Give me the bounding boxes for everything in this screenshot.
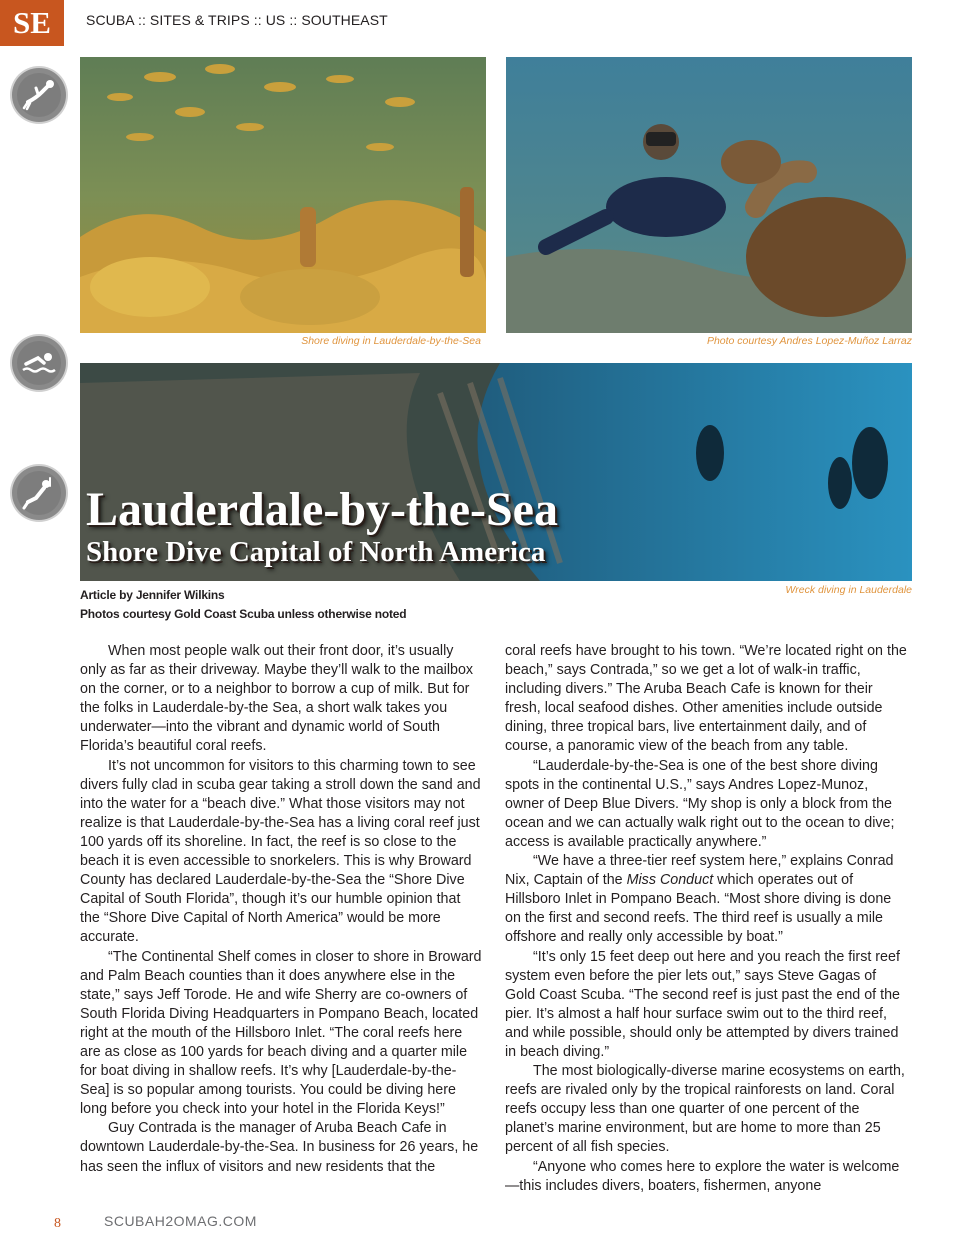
photo-caption-wide: Wreck diving in Lauderdale bbox=[785, 584, 912, 596]
paragraph: “Lauderdale-by-the-Sea is one of the best shore diving spots in the continental U.S.,” says Andres Lopez-Munoz, owner of Deep Blue Divers. “My shop is only a block from the ocean and we can actually walk right out to the ocean to dive; access is available practically anywhere.” bbox=[505, 757, 895, 850]
section-badge: SE bbox=[0, 0, 64, 46]
article-column-2 bbox=[505, 642, 907, 1196]
paragraph: “It’s only 15 feet deep out here and you reach the first reef system even before the pier lets out,” says Steve Gagas of Gold Coast Scuba. “The second reef is just past the end of the pier. It’s almost a half hour surface swim out to the third reef, and while possible, should only be attempted by divers trained in beach diving.” bbox=[505, 948, 900, 1060]
snorkeler-icon[interactable] bbox=[12, 466, 66, 520]
swimmer-icon[interactable] bbox=[12, 336, 66, 390]
reef-photo bbox=[80, 57, 486, 333]
page-number: 8 bbox=[54, 1216, 61, 1231]
paragraph: When most people walk out their front door, it’s usually only as far as their driveway. Maybe they’ll walk to the mailbox on the corner, or to a neighbor to borrow a cup of milk. But for the folks in Lauderdale-by-the Sea, a short walk takes you underwater—into the vibrant and dynamic world of South Florida’s beautiful coral reefs. bbox=[80, 643, 474, 755]
article-subtitle: Shore Dive Capital of North America bbox=[86, 536, 546, 568]
photo-caption-right: Photo courtesy Andres Lopez-Muñoz Larraz bbox=[706, 335, 912, 347]
turtle-photo bbox=[506, 57, 912, 333]
article-column-1 bbox=[80, 642, 482, 1177]
paragraph bbox=[505, 852, 907, 947]
paragraph: coral reefs have brought to his town. “We’re located right on the beach,” says Contrada,” so we get a lot of walk-in traffic, including divers.” The Aruba Beach Cafe is known for their fresh, local seafood dishes. Other amenities include outside dining, three tropical bars, live entertainment daily, and of course, a panoramic view of the beach from any table. bbox=[505, 643, 907, 755]
paragraph: The most biologically-diverse marine ecosystems on earth, reefs are rivaled only by the tropical rainforests on land. Coral reefs occupy less than one quarter of one percent of the planet’s marine environment, but are home to more than 25 percent of all fish species. bbox=[505, 1063, 905, 1156]
paragraph-text: which operates out of Hillsboro Inlet in Pompano Beach. “Most shore diving is done on the first and second reefs. The third reef is usually a mile offshore and really only accessible by boat.” bbox=[505, 872, 892, 946]
boat-name: Miss Conduct bbox=[626, 872, 714, 889]
paragraph: It’s not uncommon for visitors to this charming town to see divers fully clad in scuba gear taking a stroll down the sand and into the water for a “beach dive.” What those visitors may not realize is that Lauderdale-by-the-Sea has a living coral reef just 100 yards off its shoreline. In fact, the reef is so close to the beach it is even accessible to snorkelers. This is why Broward County has declared Lauderdale-by-the-Sea the “Shore Dive Capital of South Florida”, though it’s our humble opinion that the “Shore Dive Capital of North America” would be more accurate. bbox=[80, 757, 481, 946]
paragraph: “The Continental Shelf comes in closer to shore in Broward and Palm Beach counties than it does anywhere else in the state,” says Jeff Torode. He and wife Sherry are co-owners of South Florida Diving Headquarters in Pompano Beach, located right at the mouth of the Hillsboro Inlet. “The coral reefs here are as close as 100 yards for beach diving and a quarter mile for boat diving in shallow reefs. It’s why [Lauderdale-by-the-Sea] is so popular among tourists. You could be diving here long before you check into your hotel in the Florida Keys!” bbox=[80, 948, 482, 1118]
photo-caption-left: Shore diving in Lauderdale-by-the-Sea bbox=[301, 335, 481, 347]
paragraph-text: “We have a three-tier reef system here,” explains Conrad Nix, Captain of the bbox=[505, 853, 894, 889]
photo-credit: Photos courtesy Gold Coast Scuba unless otherwise noted bbox=[80, 607, 407, 621]
breadcrumb[interactable]: SCUBA :: SITES & TRIPS :: US :: SOUTHEAST bbox=[86, 12, 388, 28]
diver-icon[interactable] bbox=[12, 68, 66, 122]
paragraph: Guy Contrada is the manager of Aruba Beach Cafe in downtown Lauderdale-by-the-Sea. In business for 26 years, he has seen the influx of visitors and new residents that the bbox=[80, 1120, 479, 1175]
article-title: Lauderdale-by-the-Sea bbox=[86, 483, 558, 536]
site-url[interactable]: SCUBAH2OMAG.COM bbox=[104, 1213, 257, 1229]
paragraph: “Anyone who comes here to explore the water is welcome—this includes divers, boaters, fishermen, anyone bbox=[505, 1158, 900, 1194]
article-byline: Article by Jennifer Wilkins bbox=[80, 588, 225, 602]
